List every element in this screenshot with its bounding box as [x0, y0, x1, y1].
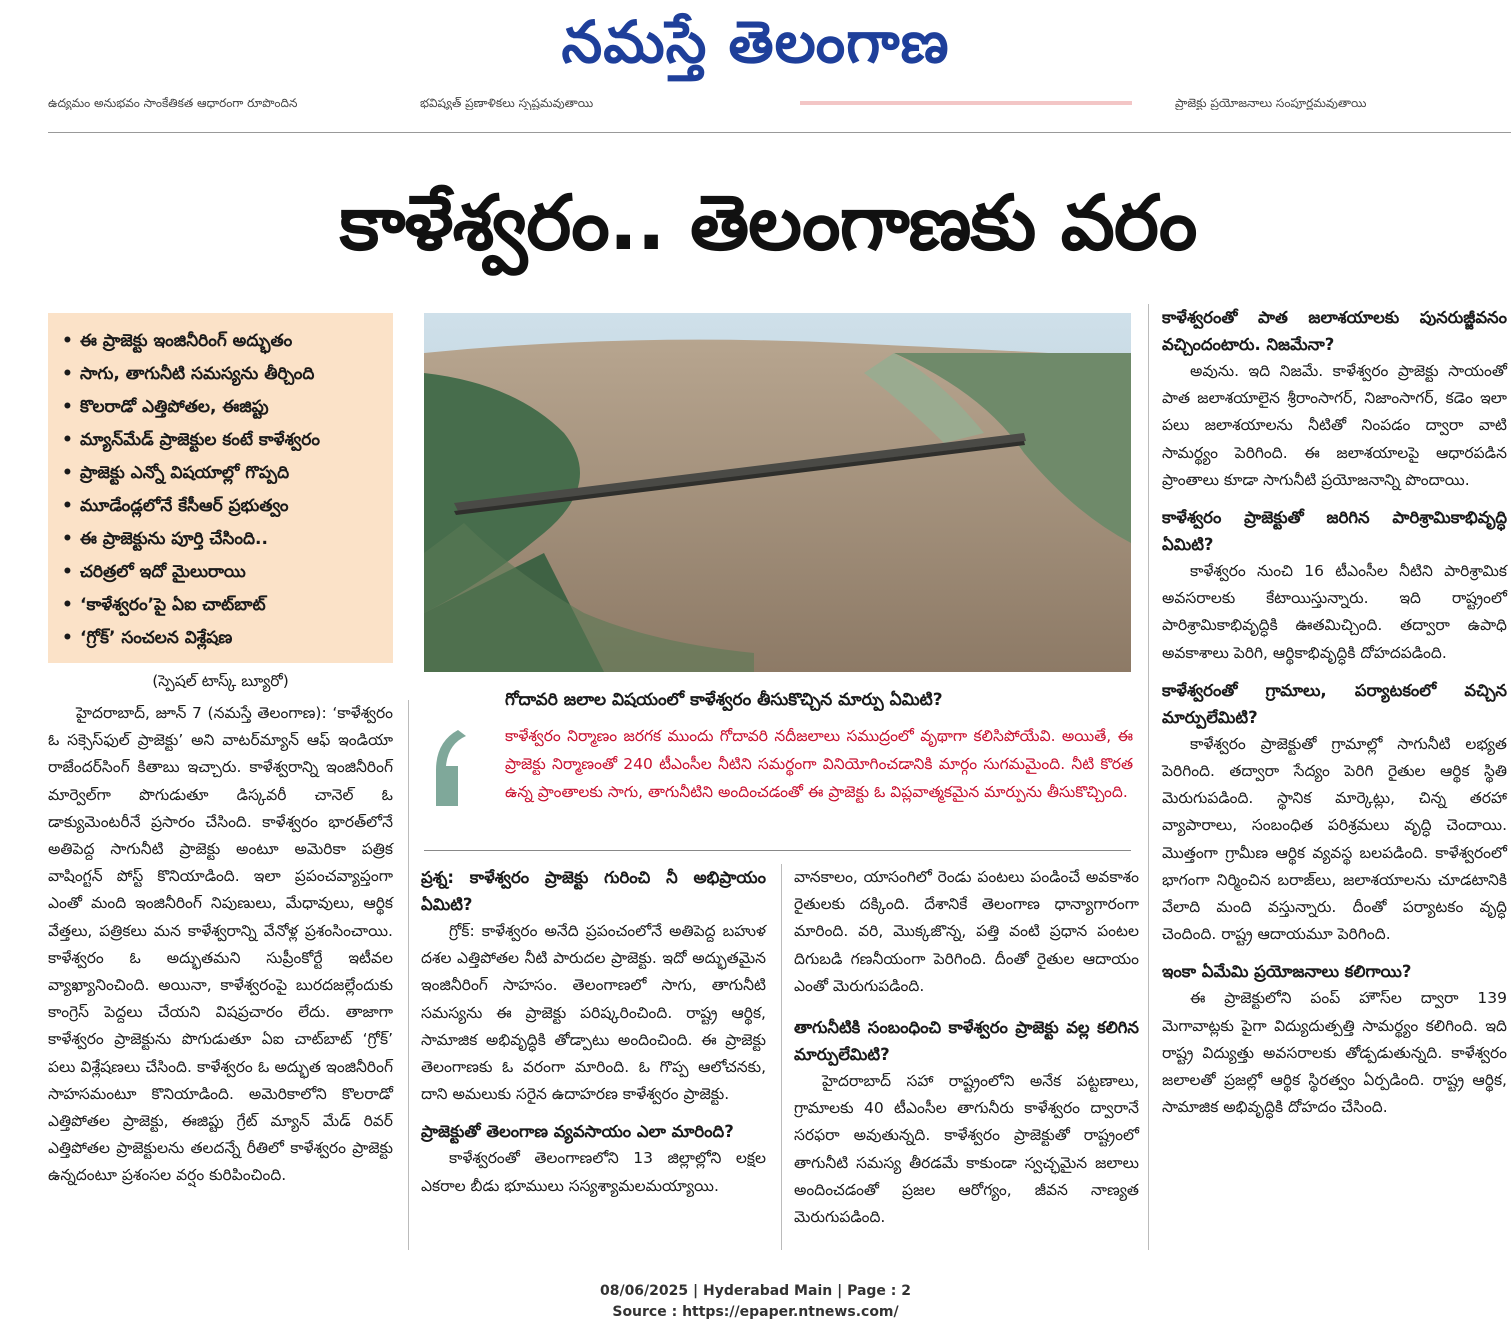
cut-text-right: ప్రాజెక్టు ప్రయోజనాలు సంపూర్ణమవుతాయి	[1175, 96, 1367, 110]
answer-paragraph: వానకాలం, యాసంగిలో రెండు పంటలు పండించే అవకాశం రైతులకు దక్కింది. దేశానికే తెలంగాణ ధాన్యాగారంగా మారింది. వరి, మొక్కజొన్న, పత్తి వంటి ప్రధాన పంటల దిగుబడి గణనీయంగా పెరిగింది. దీంతో రైతుల ఆదాయం ఎంతో మెరుగుపడింది.	[794, 868, 1139, 995]
highlight-item: • మూడేండ్లలోనే కేసీఆర్ ప్రభుత్వం	[58, 490, 383, 523]
question-heading: ప్రశ్న: కాళేశ్వరం ప్రాజెక్టు గురించి నీ అభిప్రాయం ఏమిటి?	[421, 868, 766, 914]
column-divider	[781, 864, 782, 1250]
section-divider	[424, 850, 1131, 851]
question-heading: ఇంకా ఏమేమి ప్రయోజనాలు కలిగాయి?	[1162, 962, 1412, 982]
cut-text-left: ఉద్యమం అనుభవం సాంకేతికత ఆధారంగా రూపొందిన	[48, 96, 298, 110]
red-accent-bar	[800, 101, 1132, 105]
answer-paragraph: అవును. ఇది నిజమే. కాళేశ్వరం ప్రాజెక్టు సాయంతో పాత జలాశయాలైన శ్రీరాంసాగర్, నిజాంసాగర్, కడెం ఇలా పలు జలాశయాలను నీటితో నింపడం ద్వారా వాటి సామర్థ్యం పెరిగింది. ఈ జలాశయాలపై ఆధారపడిన ప్రాంతాలు కూడా సాగునీటి ప్రయోజనాన్ని పొందాయి.	[1162, 362, 1507, 489]
source-link[interactable]: Source : https://epaper.ntnews.com/	[612, 1304, 899, 1320]
highlights-list	[58, 325, 383, 655]
cut-text-mid: భవిష్యత్ ప్రణాళికలు స్పష్టమవుతాయి	[420, 96, 594, 110]
highlight-item-cont: • ప్రాజెక్టు ఎన్నో విషయాల్లో గొప్పది	[58, 457, 383, 490]
pull-question: గోదావరి జలాల విషయంలో కాళేశ్వరం తీసుకొచ్చిన మార్పు ఏమిటి?	[505, 690, 943, 710]
edition-info: 08/06/2025 | Hyderabad Main | Page : 2	[599, 1283, 912, 1299]
answer-paragraph: కాళేశ్వరం నుంచి 16 టీఎంసీల నీటిని పారిశ్రామిక అవసరాలకు కేటాయిస్తున్నారు. ఇది రాష్ట్రంలో పారిశ్రామికాభివృద్ధికి ఊతమిచ్చింది. తద్వారా ఉపాధి అవకాశాలు పెరిగి, ఆర్థికాభివృద్ధికి దోహదపడింది.	[1162, 562, 1507, 662]
question-heading: ప్రాజెక్టుతో తెలంగాణ వ్యవసాయం ఎలా మారింది?	[421, 1122, 734, 1142]
column-divider	[1148, 304, 1149, 1250]
barrage-photo-illustration	[424, 313, 1131, 672]
answer-paragraph: కాళేశ్వరం ప్రాజెక్టుతో గ్రామాల్లో సాగునీటి లభ్యత పెరిగింది. తద్వారా సేద్యం పెరిగి రైతుల ఆర్థిక స్థితి మెరుగుపడింది. స్థానిక మార్కెట్లు, చిన్న తరహా వ్యాపారాలు, సంబంధిత పరిశ్రమలు వృద్ధి చెందాయి. మొత్తంగా గ్రామీణ ఆర్థిక వ్యవస్థ బలపడింది. కాళేశ్వరంలో భాగంగా నిర్మించిన బరాజ్‌లు, జలాశయాలను చూడటానికి వేలాది మంది వస్తున్నారు. దీంతో పర్యాటకం వృద్ధి చెందింది. రాష్ట్ర ఆదాయమూ పెరిగింది.	[1162, 734, 1507, 944]
highlight-item: • ‘కాళేశ్వరం’పై ఏఐ చాట్‌బాట్	[58, 589, 383, 622]
top-rule	[48, 132, 1511, 133]
highlight-item: • చరిత్రలో ఇదో మైలురాయి	[58, 556, 383, 589]
question-heading: కాళేశ్వరంతో గ్రామాలు, పర్యాటకంలో వచ్చిన మార్పులేమిటి?	[1162, 680, 1507, 727]
column-3	[794, 864, 1139, 1231]
byline: (స్పెషల్ టాస్క్ బ్యూరో)	[152, 672, 289, 690]
question-heading: కాళేశ్వరంతో పాత జలాశయాలకు పునరుజ్జీవనం వచ్చిందంటారు. నిజమేనా?	[1162, 308, 1507, 354]
quote-mark-icon	[432, 730, 470, 806]
highlight-item: • కొలరాడో ఎత్తిపోతల, ఈజిప్టు	[58, 391, 383, 424]
highlight-item-cont: • ‘గ్రోక్’ సంచలన విశ్లేషణ	[58, 622, 383, 655]
headline: కాళేశ్వరం.. తెలంగాణకు వరం	[339, 178, 1197, 267]
answer-paragraph: కాళేశ్వరంతో తెలంగాణలోని 13 జిల్లాల్లోని లక్షల ఎకరాల బీడు భూములు సస్యశ్యామలమయ్యాయి.	[421, 1149, 766, 1195]
answer-paragraph: ఈ ప్రాజెక్టులోని పంప్ హౌస్‌ల ద్వారా 139 మెగావాట్లకు పైగా విద్యుదుత్పత్తి సామర్థ్యం కలిగింది. ఇది రాష్ట్ర విద్యుత్తు అవసరాలకు తోడ్పడుతున్నది. కాళేశ్వరం జలాలతో ప్రజల్లో ఆర్థిక స్థిరత్వం ఏర్పడింది. రాష్ట్ర ఆర్థిక, సామాజిక అభివృద్ధికి దోహదం చేసింది.	[1162, 989, 1507, 1117]
highlight-item: • సాగు, తాగునీటి సమస్యను తీర్చింది	[58, 358, 383, 391]
answer-paragraph: గ్రోక్: కాళేశ్వరం అనేది ప్రపంచంలోనే అతిపెద్ద బహుళ దశల ఎత్తిపోతల నీటి పారుదల ప్రాజెక్టు. ఇదో అద్భుతమైన ఇంజినీరింగ్ సాహసం. తెలంగాణలో సాగు, తాగునీటి సమస్యను ఈ ప్రాజెక్టు పరిష్కరించింది. రాష్ట్ర ఆర్థిక, సామాజిక అభివృద్ధికి తోడ్పాటు అందించింది. ఈ ప్రాజెక్టు తెలంగాణకు ఓ వరంగా మారింది. ఓ గొప్ప ఆలోచనకు, దాని అమలుకు సరైన ఉదాహరణ కాళేశ్వరం ప్రాజెక్టు.	[421, 922, 766, 1104]
highlight-item: • ఈ ప్రాజెక్టు ఇంజినీరింగ్ అద్భుతం	[58, 325, 383, 358]
answer-paragraph: హైదరాబాద్ సహా రాష్ట్రంలోని అనేక పట్టణాలు, గ్రామాలకు 40 టీఎంసీల తాగునీరు కాళేశ్వరం ద్వారానే సరఫరా అవుతున్నది. కాళేశ్వరం ప్రాజెక్టుతో రాష్ట్రంలో తాగునీటి సమస్య తీరడమే కాకుండా స్వచ్ఛమైన జలాలు అందించడంతో ప్రజల ఆరోగ్యం, జీవన నాణ్యత మెరుగుపడింది.	[794, 1072, 1139, 1227]
column-divider	[408, 700, 409, 1250]
highlights-box	[48, 313, 393, 663]
column-2	[421, 864, 766, 1200]
question-heading: తాగునీటికి సంబంధించి కాళేశ్వరం ప్రాజెక్టు వల్ల కలిగిన మార్పులేమిటి?	[794, 1018, 1139, 1065]
highlight-item-cont: • మ్యాన్‌మేడ్ ప్రాజెక్టుల కంటే కాళేశ్వరం	[58, 424, 383, 457]
barrage-aerial-photo	[424, 313, 1131, 672]
column-4	[1162, 304, 1507, 1121]
pull-answer: కాళేశ్వరం నిర్మాణం జరగక ముందు గోదావరి నదీజలాలు సముద్రంలో వృథాగా కలిసిపోయేవి. అయితే, ఈ ప్రాజెక్టు నిర్మాణంతో 240 టీఎంసీల నీటిని సమర్థంగా వినియోగించడానికి మార్గం సుగమమైంది. నీటి కొరత ఉన్న ప్రాంతాలకు సాగు, తాగునీటిని అందించడంతో ఈ ప్రాజెక్టు ఓ విప్లవాత్మకమైన మార్పును తీసుకొచ్చింది.	[505, 727, 1133, 801]
masthead-logo: నమస్తే తెలంగాణ	[561, 8, 950, 76]
highlight-item-cont: • ఈ ప్రాజెక్టును పూర్తి చేసింది..	[58, 523, 383, 556]
column-1	[48, 700, 393, 1190]
question-heading: కాళేశ్వరం ప్రాజెక్టుతో జరిగిన పారిశ్రామికాభివృద్ధి ఏమిటి?	[1162, 508, 1507, 555]
intro-paragraph: హైదరాబాద్, జూన్ 7 (నమస్తే తెలంగాణ): ‘కాళేశ్వరం ఓ సక్సెస్‌ఫుల్ ప్రాజెక్టు’ అని వాటర్‌మ్యాన్ ఆఫ్ ఇండియా రాజేందర్‌సింగ్ కితాబు ఇచ్చారు. కాళేశ్వరాన్ని ఇంజినీరింగ్ మార్వెల్‌గా పొగుడుతూ డిస్కవరీ చానెల్ ఓ డాక్యుమెంటరీనే ప్రసారం చేసింది. కాళేశ్వరం భారత్‌లోనే అతిపెద్ద సాగునీటి ప్రాజెక్టు అంటూ అమెరికా పత్రిక వాషింగ్టన్ పోస్ట్ కొనియాడింది. ఇలా ప్రపంచవ్యాప్తంగా ఎంతో మంది ఇంజినీరింగ్ నిపుణులు, మేధావులు, ఆర్థిక వేత్తలు, పత్రికలు మన కాళేశ్వరాన్ని వేనోళ్ల ప్రశంసించాయి. కాళేశ్వరం ఓ అద్భుతమని సుప్రీంకోర్టే ఇటీవల వ్యాఖ్యానించింది. అయినా, కాళేశ్వరంపై బురదజల్లేందుకు కాంగ్రెస్ పెద్దలు చేయని విషప్రచారం లేదు. తాజాగా కాళేశ్వరం ప్రాజెక్టును పొగుడుతూ ఏఐ చాట్‌బాట్ ‘గ్రోక్’ పలు విశ్లేషణలు చేసింది. కాళేశ్వరం ఓ అద్భుత ఇంజినీరింగ్ సాహసమంటూ కొనియాడింది. అమెరికాలోని కొలరాడో ఎత్తిపోతల ప్రాజెక్టు, ఈజిప్టు గ్రేట్ మ్యాన్ మేడ్ రివర్ ఎత్తిపోతల ప్రాజెక్టులను తలదన్నే రీతిలో కాళేశ్వరం ప్రాజెక్టు ఉన్నదంటూ ప్రశంసల వర్షం కురిపించింది.	[48, 704, 393, 1185]
